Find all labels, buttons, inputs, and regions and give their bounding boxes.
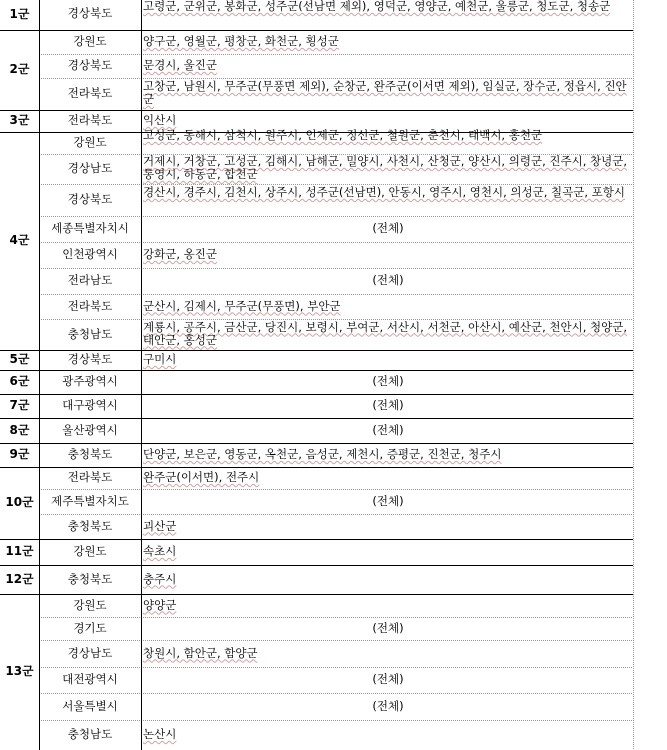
area-list: 경산시, 경주시, 김천시, 상주시, 성주군(선남면), 안동시, 영주시, 영천시, 의성군, 칠곡군, 포항시 (143, 185, 626, 199)
area-list: 논산시 (143, 727, 177, 741)
region-name: 강원도 (73, 135, 107, 149)
area-all: (전체) (372, 374, 404, 388)
area-list: 구미시 (143, 352, 177, 366)
group-label: 9군 (9, 447, 30, 461)
area-all: (전체) (372, 493, 404, 508)
region-name: 경상북도 (67, 352, 113, 366)
region-name: 경상북도 (67, 58, 113, 72)
area-list: 익산시 (143, 113, 177, 127)
region-name: 대구광역시 (62, 398, 118, 412)
region-name: 경상북도 (67, 6, 113, 20)
area-list: 완주군(이서면), 전주시 (143, 470, 260, 484)
region-name: 경기도 (73, 620, 107, 635)
group-label: 11군 (5, 544, 34, 558)
region-name: 전라북도 (67, 86, 113, 100)
region-name: 서울특별시 (62, 698, 118, 713)
area-list: 양양군 (143, 597, 177, 612)
region-name: 전라남도 (67, 273, 113, 287)
region-name: 전라북도 (67, 113, 113, 127)
region-name: 충청북도 (67, 518, 113, 533)
region-name: 강원도 (73, 597, 107, 612)
region-name: 강원도 (73, 34, 107, 48)
area-all: (전체) (372, 620, 404, 635)
area-list: 고령군, 군위군, 봉화군, 성주군(선남면 제외), 영덕군, 영양군, 예천군, 울릉군, 청도군, 청송군 (143, 0, 611, 13)
area-all: (전체) (372, 273, 404, 287)
area-all: (전체) (372, 422, 404, 437)
area-all: (전체) (372, 221, 404, 235)
group-label: 10군 (5, 495, 34, 509)
group-label: 12군 (5, 571, 34, 586)
area-list: 단양군, 보은군, 영동군, 옥천군, 음성군, 제천시, 증평군, 진천군, 청주시 (143, 447, 502, 461)
group-label: 5군 (9, 352, 30, 366)
area-list: 거제시, 거창군, 고성군, 김해시, 남해군, 밀양시, 사천시, 산청군, 양산시, 의령군, 진주시, 창녕군, 통영시, 하동군, 합천군 (143, 154, 627, 181)
area-list: 충주시 (143, 571, 177, 586)
group-label: 2군 (9, 62, 30, 76)
area-all: (전체) (372, 672, 404, 686)
area-list: 양구군, 영월군, 평창군, 화천군, 횡성군 (143, 34, 339, 48)
region-name: 경상남도 (67, 161, 113, 175)
region-name: 전라북도 (67, 470, 113, 484)
group-label: 13군 (5, 664, 34, 678)
area-list: 속초시 (143, 544, 177, 558)
area-all: (전체) (372, 698, 404, 713)
group-label: 1군 (9, 7, 30, 21)
group-label: 7군 (9, 398, 30, 412)
region-name: 경상북도 (67, 192, 113, 206)
region-name: 강원도 (73, 544, 107, 558)
area-list: 괴산군 (143, 518, 177, 533)
region-name: 충청북도 (67, 571, 113, 586)
region-name: 충청남도 (67, 326, 113, 341)
area-all: (전체) (372, 398, 404, 412)
region-name: 광주광역시 (62, 374, 118, 388)
area-list: 고성군, 동해시, 삼척시, 원주시, 인제군, 정선군, 철원군, 춘천시, 태백시, 홍천군 (143, 128, 543, 142)
region-name: 경상남도 (67, 645, 113, 660)
area-list: 강화군, 옹진군 (143, 247, 217, 261)
area-list: 창원시, 함안군, 함양군 (143, 645, 258, 660)
group-label: 3군 (9, 113, 30, 127)
region-name: 전라북도 (67, 298, 113, 313)
group-label: 6군 (9, 374, 30, 388)
area-list: 문경시, 울진군 (143, 58, 217, 72)
area-list: 군산시, 김제시, 무주군(무풍면), 부안군 (143, 298, 341, 313)
region-name: 제주특별자치도 (51, 493, 129, 508)
area-list: 계룡시, 공주시, 금산군, 당진시, 보령시, 부여군, 서산시, 서천군, 아산시, 예산군, 천안시, 청양군, 태안군, 홍성군 (143, 319, 627, 347)
region-name: 세종특별자치시 (51, 221, 129, 235)
region-name: 울산광역시 (62, 422, 118, 437)
group-label: 8군 (9, 422, 30, 437)
region-name: 충청남도 (67, 727, 113, 741)
area-list: 고창군, 남원시, 무주군(무풍면 제외), 순창군, 완주군(이서면 제외), 임실군, 장수군, 정읍시, 진안군 (143, 79, 627, 106)
region-name: 충청북도 (67, 447, 113, 461)
group-label: 4군 (9, 233, 30, 247)
region-name: 대전광역시 (62, 672, 118, 686)
region-name: 인천광역시 (62, 247, 118, 261)
